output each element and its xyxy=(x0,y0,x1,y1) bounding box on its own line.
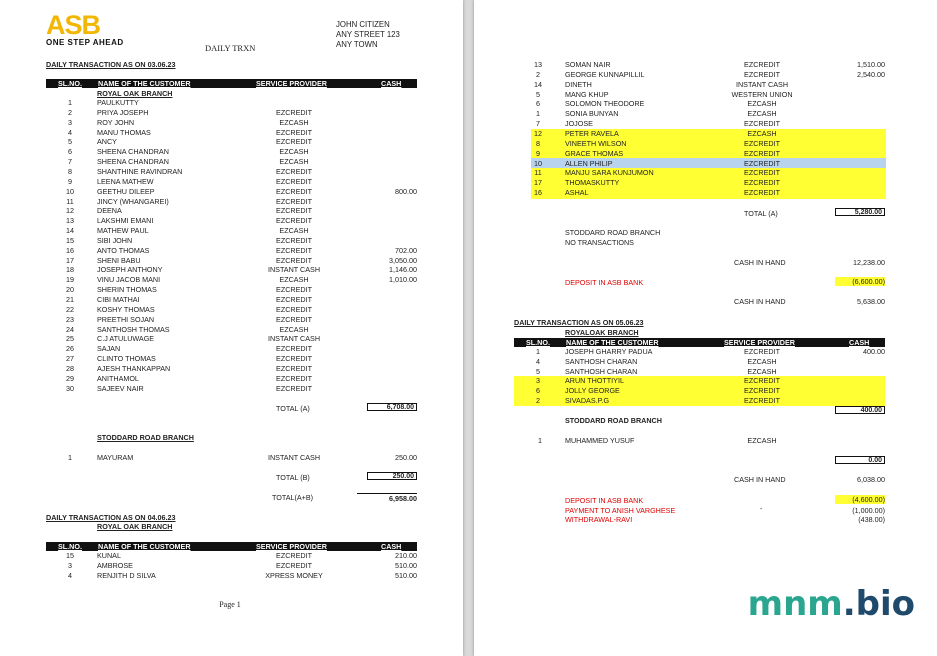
day1-branch1: ROYAL OAK BRANCH xyxy=(97,89,173,98)
row-provider: EZCREDIT xyxy=(276,186,312,196)
day1-total-b-label: TOTAL (B) xyxy=(276,473,310,482)
document-page-1 xyxy=(0,0,463,656)
address-line-3: ANY TOWN xyxy=(336,40,378,49)
row-provider: INSTANT CASH xyxy=(267,265,321,275)
row-name: JOLLY GEORGE xyxy=(565,386,620,396)
table-header xyxy=(46,79,417,88)
row-provider: EZCREDIT xyxy=(744,69,780,79)
row-provider: EZCREDIT xyxy=(276,255,312,265)
row-sl: 6 xyxy=(68,147,72,157)
row-sl: 21 xyxy=(66,295,74,304)
row-sl: 7 xyxy=(68,157,72,167)
b2-cash: 250.00 xyxy=(395,453,417,462)
day2-cash-in-hand-2: 5,638.00 xyxy=(857,297,885,306)
row-sl: 7 xyxy=(536,119,540,129)
row-name: KUNAL xyxy=(97,551,121,560)
day1-total-a: 6,708.00 xyxy=(367,403,417,411)
row-name: C.J ATULUWAGE xyxy=(97,334,155,344)
row-name: MATHEW PAUL xyxy=(97,226,149,236)
row-name: SAJAN xyxy=(97,344,121,354)
row-sl: 2 xyxy=(536,396,540,405)
day2-no-trx: NO TRANSACTIONS xyxy=(565,238,634,247)
row-sl: 4 xyxy=(68,570,72,580)
row-provider: EZCREDIT xyxy=(276,285,312,295)
row-provider: EZCREDIT xyxy=(276,354,312,364)
row-provider: EZCREDIT xyxy=(276,235,312,245)
row-name: ANCY xyxy=(97,137,117,147)
row-sl: 6 xyxy=(536,99,540,109)
row-name: LAKSHMI EMANI xyxy=(97,216,154,226)
row-sl: 12 xyxy=(66,206,74,216)
row-provider: EZCREDIT xyxy=(744,119,780,129)
row-sl: 1 xyxy=(536,347,540,356)
logo-text: ASB xyxy=(46,10,101,40)
day3-cash-in-hand: 6,038.00 xyxy=(857,475,885,484)
row-provider: EZCREDIT xyxy=(276,166,312,176)
row-provider: EZCREDIT xyxy=(744,158,780,168)
day1-total-ab-label: TOTAL(A+B) xyxy=(272,493,314,502)
col-name: NAME OF THE CUSTOMER xyxy=(98,79,191,88)
row-sl: 10 xyxy=(66,186,74,196)
row-cash: 1,010.00 xyxy=(389,275,417,285)
watermark-dot: . xyxy=(842,584,856,624)
row-provider: EZCASH xyxy=(747,109,777,119)
address-line-2: ANY STREET 123 xyxy=(336,30,400,39)
b2-name: MAYURAM xyxy=(97,453,134,462)
row-provider: INSTANT CASH xyxy=(735,79,789,89)
row-name: SANTHOSH CHARAN xyxy=(565,356,638,366)
mnm-bio-watermark xyxy=(748,584,915,624)
row-provider: EZCREDIT xyxy=(744,178,780,188)
row-name: THOMASKUTTY xyxy=(565,178,620,188)
row-name: DINETH xyxy=(565,79,592,89)
row-name: SIVADAS.P.G xyxy=(565,396,610,405)
row-provider: EZCREDIT xyxy=(744,148,780,158)
row-sl: 4 xyxy=(536,356,540,366)
row-sl: 15 xyxy=(66,235,74,245)
d3b2-sl: 1 xyxy=(538,436,542,445)
row-sl: 2 xyxy=(68,107,72,117)
day2-heading: DAILY TRANSACTION AS ON 04.06.23 xyxy=(46,513,176,522)
day3-payment: (1,000.00) xyxy=(852,506,885,515)
col-provider: SERVICE PROVIDER xyxy=(256,542,327,551)
day2-cash-in-hand: 12,238.00 xyxy=(853,258,885,267)
row-provider: EZCASH xyxy=(279,117,309,127)
row-name: ANITHAMOL xyxy=(97,373,139,383)
day2-total-a: 5,280.00 xyxy=(835,208,885,216)
row-provider: EZCREDIT xyxy=(744,168,780,178)
day3-payment-label: PAYMENT TO ANISH VARGHESE xyxy=(565,506,676,515)
day3-cash-in-hand-label: CASH IN HAND xyxy=(734,475,786,484)
row-sl: 19 xyxy=(66,275,74,285)
row-provider: EZCASH xyxy=(279,226,309,236)
row-provider: EZCREDIT xyxy=(276,560,312,570)
col-sl: SL.NO. xyxy=(526,338,550,347)
row-name: SAJEEV NAIR xyxy=(97,383,144,393)
row-name: GEETHU DILEEP xyxy=(97,186,155,196)
row-sl: 16 xyxy=(66,245,74,255)
row-name: SOLOMON THEODORE xyxy=(565,99,645,109)
row-sl: 27 xyxy=(66,354,74,364)
row-name: JOJOSE xyxy=(565,119,593,129)
row-sl: 8 xyxy=(68,166,72,176)
row-provider: EZCASH xyxy=(279,147,309,157)
row-provider: EZCREDIT xyxy=(276,344,312,354)
row-cash: 702.00 xyxy=(395,245,417,255)
row-cash: 3,050.00 xyxy=(389,255,417,265)
row-sl: 1 xyxy=(68,98,72,107)
row-name: VINEETH WILSON xyxy=(565,138,627,148)
row-sl: 28 xyxy=(66,363,74,373)
row-provider: EZCREDIT xyxy=(744,396,780,405)
row-provider: EZCREDIT xyxy=(276,295,312,304)
row-cash: 1,146.00 xyxy=(389,265,417,275)
row-provider: EZCREDIT xyxy=(276,304,312,314)
col-name: NAME OF THE CUSTOMER xyxy=(98,542,191,551)
row-provider: EZCREDIT xyxy=(744,376,780,386)
row-name: PAULKUTTY xyxy=(97,98,139,107)
row-sl: 10 xyxy=(534,158,542,168)
row-sl: 12 xyxy=(534,128,542,138)
row-provider: EZCASH xyxy=(747,99,777,109)
col-cash: CASH xyxy=(849,338,870,347)
row-name: CIBI MATHAI xyxy=(97,295,140,304)
row-name: GRACE THOMAS xyxy=(565,148,624,158)
row-name: MANU THOMAS xyxy=(97,127,151,137)
row-sl: 5 xyxy=(68,137,72,147)
row-name: SHEENA CHANDRAN xyxy=(97,157,169,167)
day3-deposit: (4,600.00) xyxy=(835,495,885,504)
row-name: KOSHY THOMAS xyxy=(97,304,155,314)
row-provider: EZCASH xyxy=(279,324,309,334)
row-sl: 4 xyxy=(68,127,72,137)
day2-total-a-label: TOTAL (A) xyxy=(744,209,778,218)
day3-subtotal: 400.00 xyxy=(835,406,885,414)
row-name: ASHAL xyxy=(565,188,589,198)
day1-total-b: 250.00 xyxy=(367,472,417,480)
col-cash: CASH xyxy=(381,542,402,551)
watermark-a: mnm xyxy=(747,584,843,624)
day3-branch1: ROYALOAK BRANCH xyxy=(565,328,639,337)
row-name: SONIA BUNYAN xyxy=(565,109,619,119)
row-cash: 510.00 xyxy=(395,560,417,570)
row-provider: EZCREDIT xyxy=(744,60,780,69)
day2-deposit: (6,600.00) xyxy=(835,277,885,286)
col-sl: SL.NO. xyxy=(58,79,82,88)
row-name: PETER RAVELA xyxy=(565,128,619,138)
row-name: SIBI JOHN xyxy=(97,235,133,245)
row-sl: 11 xyxy=(534,168,542,178)
doc-title: DAILY TRXN xyxy=(205,43,256,53)
row-name: SANTHOSH THOMAS xyxy=(97,324,170,334)
asb-logo xyxy=(46,12,124,48)
row-sl: 15 xyxy=(66,551,74,560)
row-sl: 9 xyxy=(68,176,72,186)
row-name: ANTO THOMAS xyxy=(97,245,150,255)
row-cash: 1,510.00 xyxy=(857,60,885,69)
row-provider: EZCREDIT xyxy=(276,206,312,216)
row-name: AMBROSE xyxy=(97,560,133,570)
b2-provider: INSTANT CASH xyxy=(267,453,321,462)
row-sl: 29 xyxy=(66,373,74,383)
day2-branch1: ROYAL OAK BRANCH xyxy=(97,522,173,531)
row-name: ARUN THOTTIYIL xyxy=(565,376,624,386)
day1-branch2: STODDARD ROAD BRANCH xyxy=(97,433,194,442)
row-name: SHENI BABU xyxy=(97,255,141,265)
row-provider: EZCREDIT xyxy=(276,363,312,373)
col-cash: CASH xyxy=(381,79,402,88)
row-sl: 24 xyxy=(66,324,74,334)
row-name: SHEENA CHANDRAN xyxy=(97,147,169,157)
day1-total-a-label: TOTAL (A) xyxy=(276,404,310,413)
logo-tagline: ONE STEP AHEAD xyxy=(46,38,124,47)
day1-total-ab: 6,958.00 xyxy=(357,493,417,503)
row-provider: EZCREDIT xyxy=(744,138,780,148)
row-name: SOMAN NAIR xyxy=(565,60,611,69)
row-sl: 23 xyxy=(66,314,74,324)
row-sl: 2 xyxy=(536,69,540,79)
row-name: JOSEPH GHARRY PADUA xyxy=(565,347,653,356)
day3-payment-mark: - xyxy=(760,504,763,513)
row-sl: 17 xyxy=(66,255,74,265)
row-provider: WESTERN UNION xyxy=(731,89,793,99)
table-header-2 xyxy=(46,542,417,551)
row-name: SHANTHINE RAVINDRAN xyxy=(97,166,183,176)
col-provider: SERVICE PROVIDER xyxy=(724,338,795,347)
row-name: PREETHI SOJAN xyxy=(97,314,155,324)
row-name: SANTHOSH CHARAN xyxy=(565,366,638,376)
row-provider: EZCREDIT xyxy=(276,245,312,255)
d3b2-name: MUHAMMED YUSUF xyxy=(565,436,635,445)
row-provider: EZCASH xyxy=(747,356,777,366)
row-provider: EZCASH xyxy=(279,275,309,285)
row-sl: 18 xyxy=(66,265,74,275)
row-sl: 17 xyxy=(534,178,542,188)
row-sl: 5 xyxy=(536,89,540,99)
day3-heading: DAILY TRANSACTION AS ON 05.06.23 xyxy=(514,318,644,327)
row-provider: EZCREDIT xyxy=(276,137,312,147)
row-sl: 1 xyxy=(536,109,540,119)
page-number: Page 1 xyxy=(219,600,241,609)
row-sl: 22 xyxy=(66,304,74,314)
col-name: NAME OF THE CUSTOMER xyxy=(566,338,659,347)
day3-branch2: STODDARD ROAD BRANCH xyxy=(565,416,662,425)
col-sl: SL.NO. xyxy=(58,542,82,551)
row-sl: 9 xyxy=(536,148,540,158)
row-provider: INSTANT CASH xyxy=(267,334,321,344)
row-name: VINU JACOB MANI xyxy=(97,275,161,285)
day2-deposit-label: DEPOSIT IN ASB BANK xyxy=(565,278,644,287)
day3-branch2-total: 0.00 xyxy=(835,456,885,464)
day3-withdrawal-label: WITHDRAWAL-RAVI xyxy=(565,515,633,524)
row-sl: 5 xyxy=(536,366,540,376)
row-provider: EZCASH xyxy=(747,366,777,376)
row-provider: EZCASH xyxy=(279,157,309,167)
row-sl: 13 xyxy=(66,216,74,226)
row-sl: 13 xyxy=(534,60,542,69)
row-name: DEENA xyxy=(97,206,122,216)
row-name: MANJU SARA KUNJUMON xyxy=(565,168,654,178)
row-provider: EZCREDIT xyxy=(276,216,312,226)
row-cash: 800.00 xyxy=(395,186,417,196)
day2-cash-in-hand-label: CASH IN HAND xyxy=(734,258,786,267)
address-line-1: JOHN CITIZEN xyxy=(336,20,390,29)
row-cash: 510.00 xyxy=(395,570,417,580)
row-sl: 3 xyxy=(68,560,72,570)
row-provider: EZCREDIT xyxy=(744,188,780,198)
row-provider: EZCREDIT xyxy=(276,196,312,206)
row-sl: 14 xyxy=(66,226,74,236)
document-page-2 xyxy=(474,0,937,656)
row-cash: 210.00 xyxy=(395,551,417,560)
row-provider: EZCREDIT xyxy=(276,176,312,186)
day3-deposit-label: DEPOSIT IN ASB BANK xyxy=(565,496,644,505)
row-name: JOSEPH ANTHONY xyxy=(97,265,163,275)
watermark-b: bio xyxy=(855,584,915,624)
row-sl: 26 xyxy=(66,344,74,354)
row-name: PRIYA JOSEPH xyxy=(97,107,149,117)
day2-branch2: STODDARD ROAD BRANCH xyxy=(565,228,661,237)
row-name: ROY JOHN xyxy=(97,117,135,127)
day2-cash-in-hand-label-2: CASH IN HAND xyxy=(734,297,786,306)
row-sl: 30 xyxy=(66,383,74,393)
row-name: MANG KHUP xyxy=(565,89,609,99)
row-provider: XPRESS MONEY xyxy=(265,570,323,580)
row-sl: 16 xyxy=(534,188,542,198)
row-name: SHERIN THOMAS xyxy=(97,285,157,295)
row-name: ALLEN PHILIP xyxy=(565,158,613,168)
row-provider: EZCREDIT xyxy=(276,314,312,324)
row-sl: 14 xyxy=(534,79,542,89)
row-sl: 11 xyxy=(66,196,74,206)
row-cash: 2,540.00 xyxy=(857,69,885,79)
row-name: GEORGE KUNNAPILLIL xyxy=(565,69,645,79)
row-provider: EZCREDIT xyxy=(276,127,312,137)
row-sl: 20 xyxy=(66,285,74,295)
row-name: CLINTO THOMAS xyxy=(97,354,156,364)
row-sl: 3 xyxy=(68,117,72,127)
row-provider: EZCREDIT xyxy=(744,347,780,356)
row-provider: EZCREDIT xyxy=(276,383,312,393)
d3b2-provider: EZCASH xyxy=(747,436,777,445)
row-provider: EZCREDIT xyxy=(276,373,312,383)
day3-withdrawal: (438.00) xyxy=(858,515,885,524)
day1-heading: DAILY TRANSACTION AS ON 03.06.23 xyxy=(46,60,176,69)
row-name: LEENA MATHEW xyxy=(97,176,154,186)
row-cash: 400.00 xyxy=(863,347,885,356)
row-provider: EZCASH xyxy=(747,128,777,138)
row-provider: EZCREDIT xyxy=(276,551,312,560)
row-sl: 8 xyxy=(536,138,540,148)
row-sl: 25 xyxy=(66,334,74,344)
row-provider: EZCREDIT xyxy=(276,107,312,117)
col-provider: SERVICE PROVIDER xyxy=(256,79,327,88)
row-name: JINCY (WHANGAREI) xyxy=(97,196,169,206)
b2-sl: 1 xyxy=(68,453,72,462)
row-sl: 6 xyxy=(536,386,540,396)
row-sl: 3 xyxy=(536,376,540,386)
row-provider: EZCREDIT xyxy=(744,386,780,396)
table-header-3 xyxy=(514,338,885,347)
row-name: AJESH THANKAPPAN xyxy=(97,363,171,373)
row-name: RENJITH D SILVA xyxy=(97,570,156,580)
